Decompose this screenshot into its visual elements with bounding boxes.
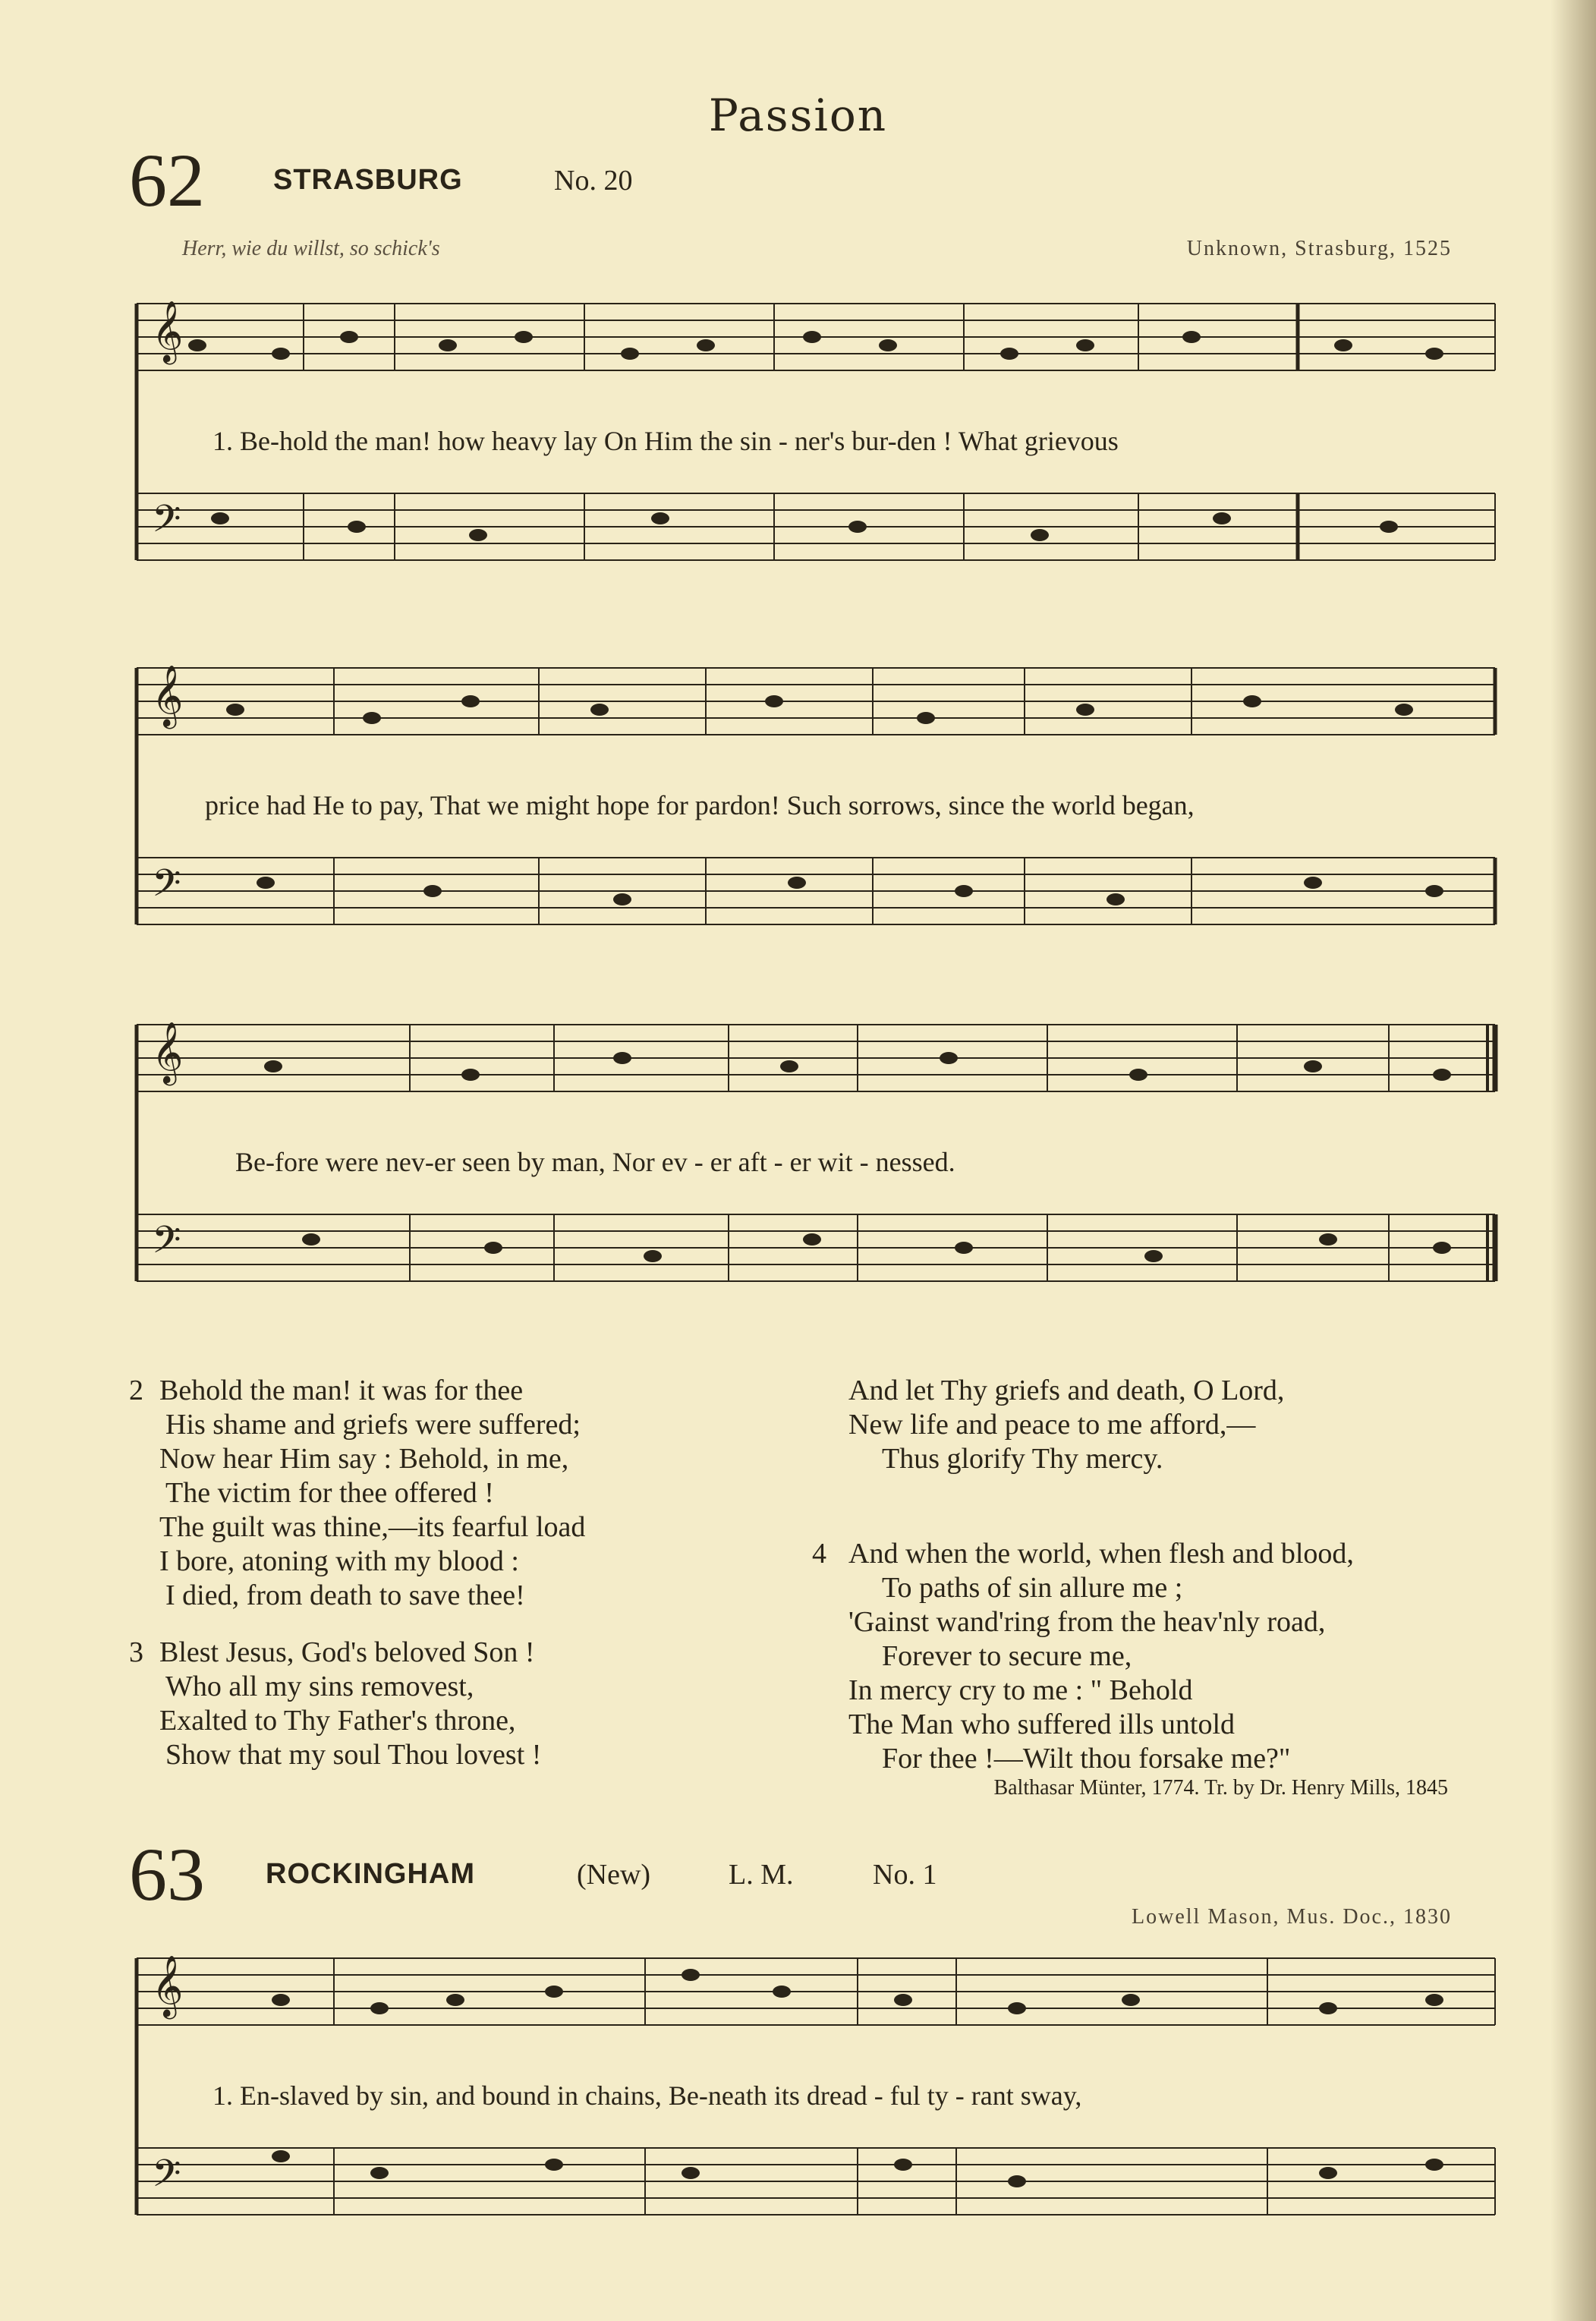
svg-text:𝄢: 𝄢: [152, 1218, 181, 1271]
stanza-4: [812, 1537, 1495, 1776]
stanzas-left-column: [129, 1374, 789, 1772]
stanza-3-continued: [812, 1374, 1495, 1476]
tune-variant: (New): [577, 1859, 651, 1891]
svg-text:𝄞: 𝄞: [152, 1954, 184, 2017]
stanza-line: Blest Jesus, God's beloved Son !: [159, 1636, 535, 1668]
stanza-line: For thee !—Wilt thou forsake me?": [882, 1743, 1291, 1775]
lyric-line-1: 1. Be-hold the man! how heavy lay On Him the sin - ner's bur-den ! What grievous: [212, 426, 1119, 456]
stanza-line: The guilt was thine,—its fearful load: [159, 1511, 586, 1543]
tune-number: No. 20: [554, 165, 633, 197]
stanza-number: 2: [129, 1375, 143, 1406]
stanza-line: Who all my sins removest,: [165, 1671, 474, 1702]
svg-text:𝄞: 𝄞: [152, 300, 184, 362]
stanza-line: To paths of sin allure me ;: [882, 1572, 1183, 1604]
stanza-line: The victim for thee offered !: [165, 1477, 494, 1509]
stanza-line: Behold the man! it was for thee: [159, 1375, 524, 1406]
music-system-3: [129, 1009, 1503, 1336]
hymn-number: 63: [129, 1832, 205, 1916]
text-author-credit: Balthasar Münter, 1774. Tr. by Dr. Henry Mills, 1845: [993, 1776, 1448, 1800]
stanza-line: 'Gainst wand'ring from the heav'nly road,: [848, 1606, 1326, 1638]
stanza-number: 4: [812, 1538, 826, 1570]
stanza-line: And let Thy griefs and death, O Lord,: [848, 1375, 1285, 1406]
running-head: Passion: [708, 90, 888, 141]
svg-text:𝄢: 𝄢: [152, 2152, 181, 2205]
music-system-1: [129, 288, 1503, 615]
stanza-line: Forever to secure me,: [882, 1640, 1132, 1672]
lyric-line-3: Be-fore were nev-er seen by man, Nor ev - er aft - er wit - nessed.: [235, 1147, 955, 1177]
tune-number: No. 1: [873, 1859, 937, 1891]
stanzas-right-column: [812, 1374, 1495, 1776]
stanza-number: 3: [129, 1636, 143, 1668]
music-system-4: [129, 1943, 1503, 2269]
page-edge-shadow: [1550, 0, 1596, 2321]
tune-name: ROCKINGHAM: [266, 1858, 475, 1890]
stanza-line: Exalted to Thy Father's throne,: [159, 1705, 516, 1737]
svg-text:𝄞: 𝄞: [152, 664, 184, 726]
svg-text:𝄢: 𝄢: [152, 497, 181, 550]
lyric-line-2: price had He to pay, That we might hope for pardon! Such sorrows, since the world began,: [205, 790, 1195, 820]
svg-text:𝄞: 𝄞: [152, 1021, 184, 1083]
stanza-3: [129, 1636, 789, 1772]
lyric-line-4: 1. En-slaved by sin, and bound in chains, Be-neath its dread - ful ty - rant sway,: [212, 2080, 1082, 2111]
text-source: Herr, wie du willst, so schick's: [182, 237, 440, 260]
stanza-line: I bore, atoning with my blood :: [159, 1545, 519, 1577]
stanza-line: Thus glorify Thy mercy.: [882, 1443, 1163, 1475]
hymn-62-header: [129, 138, 1480, 234]
stanza-line: Now hear Him say : Behold, in me,: [159, 1443, 569, 1475]
stanza-2: [129, 1374, 789, 1613]
stanza-line: Show that my soul Thou lovest !: [165, 1739, 542, 1771]
composer-credit: Lowell Mason, Mus. Doc., 1830: [1132, 1905, 1452, 1929]
svg-text:𝄢: 𝄢: [152, 861, 181, 915]
stanza-line: In mercy cry to me : " Behold: [848, 1674, 1193, 1706]
stanza-line: New life and peace to me afford,—: [848, 1409, 1256, 1441]
composer-credit: Unknown, Strasburg, 1525: [1186, 237, 1452, 260]
meter: L. M.: [729, 1859, 794, 1891]
stanza-line: And when the world, when flesh and blood,: [848, 1538, 1354, 1570]
tune-name: STRASBURG: [273, 164, 463, 196]
music-system-2: [129, 653, 1503, 979]
stanza-line: The Man who suffered ills untold: [848, 1708, 1236, 1740]
stanza-line: I died, from death to save thee!: [165, 1579, 525, 1611]
hymn-number: 62: [129, 138, 205, 222]
stanza-line: His shame and griefs were suffered;: [165, 1409, 581, 1441]
